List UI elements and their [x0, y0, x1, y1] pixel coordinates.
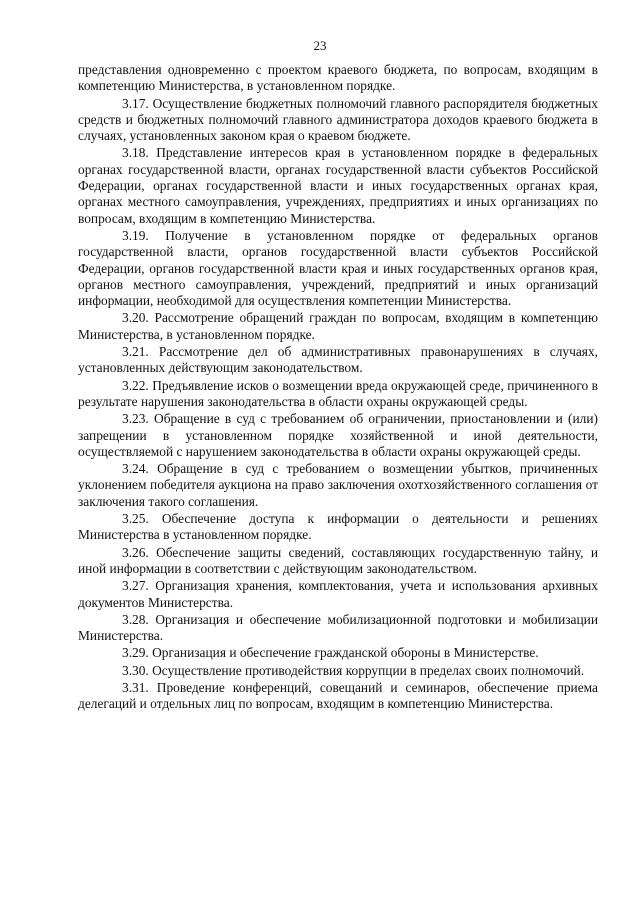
paragraph-3-27: 3.27. Организация хранения, комплектования, учета и использования архивных документов Министерства. [78, 578, 598, 610]
paragraph-continuation: представления одновременно с проектом краевого бюджета, по вопросам, входящим в компетенцию Министерства, в установленном порядке. [78, 62, 598, 94]
document-body [78, 62, 598, 714]
paragraph-3-29: 3.29. Организация и обеспечение гражданской обороны в Министерстве. [122, 645, 539, 661]
paragraph-3-20: 3.20. Рассмотрение обращений граждан по вопросам, входящим в компетенцию Министерства, в установленном порядке. [78, 310, 598, 342]
paragraph-3-17: 3.17. Осуществление бюджетных полномочий главного распорядителя бюджетных средств и бюджетных полномочий главного администратора доходов краевого бюджета в случаях, установленных законом края о краевом бюджете. [78, 95, 598, 144]
paragraph-3-31: 3.31. Проведение конференций, совещаний и семинаров, обеспечение приема делегаций и отдельных лиц по вопросам, входящим в компетенцию Министерства. [78, 679, 598, 712]
paragraph-3-30: 3.30. Осуществление противодействия коррупции в пределах своих полномочий. [122, 662, 585, 678]
paragraph-3-24: 3.24. Обращение в суд с требованием о возмещении убытков, причиненных уклонением победителя аукциона на право заключения охотхозяйственного соглашения от заключения такого соглашения. [78, 461, 598, 509]
page-number: 23 [313, 38, 327, 53]
paragraph-3-21: 3.21. Рассмотрение дел об административных правонарушениях в случаях, установленных действующим законодательством. [78, 344, 598, 376]
paragraph-3-18: 3.18. Представление интересов края в установленном порядке в федеральных органах государственной власти, органах государственной власти субъектов Российской Федерации, органах государственной власти и иных государственных органах края, органах местного самоуправления, учреждениях, предприятиях и иных организациях по вопросам, входящим в компетенцию Министерства. [78, 145, 598, 226]
paragraph-3-22: 3.22. Предъявление исков о возмещении вреда окружающей среде, причиненного в результате нарушения законодательства в области охраны окружающей среды. [78, 377, 598, 409]
paragraph-3-26: 3.26. Обеспечение защиты сведений, составляющих государственную тайну, и иной информации в соответствии с действующим законодательством. [78, 544, 598, 576]
paragraph-3-19: 3.19. Получение в установленном порядке от федеральных органов государственной власти, органов государственной власти субъектов Российской Федерации, органов государственной власти края и иных государственных органов края, органов местного самоуправления, учреждений, предприятий и иных организаций информации, необходимой для осуществления компетенции Министерства. [78, 227, 598, 309]
paragraph-3-23: 3.23. Обращение в суд с требованием об ограничении, приостановлении и (или) запрещении в установленном порядке хозяйственной и иной деятельности, осуществляемой с нарушением законодательства в области охраны окружающей среды. [78, 411, 598, 459]
paragraph-3-28: 3.28. Организация и обеспечение мобилизационной подготовки и мобилизации Министерства. [78, 611, 598, 644]
paragraph-3-25: 3.25. Обеспечение доступа к информации о деятельности и решениях Министерства в установленном порядке. [78, 511, 598, 543]
